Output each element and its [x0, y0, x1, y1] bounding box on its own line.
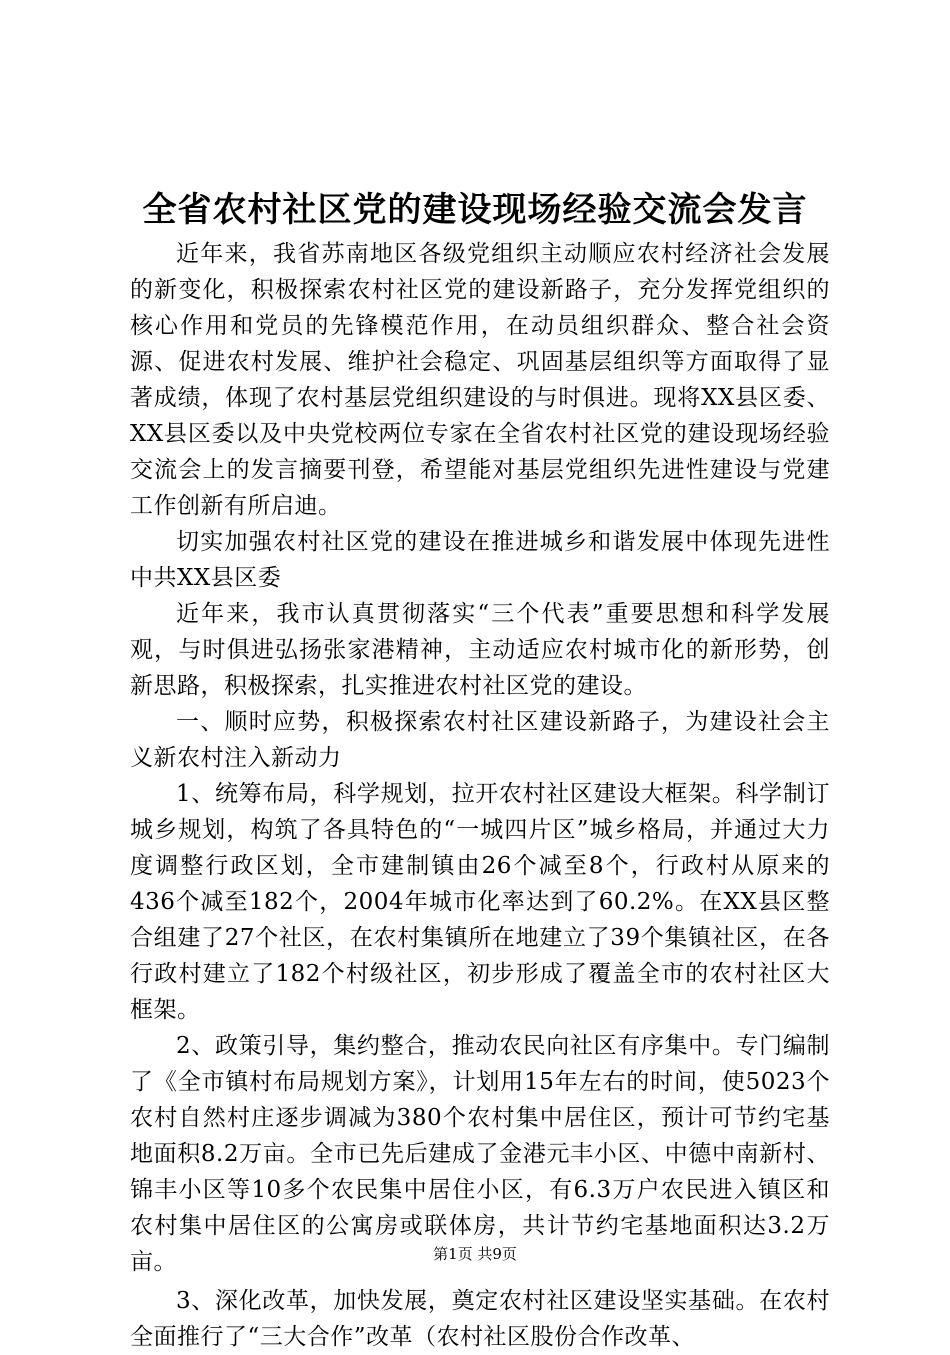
paragraph-item-1: 1、统筹布局，科学规划，拉开农村社区建设大框架。科学制订城乡规划，构筑了各具特色的“一城四片区”城乡格局，并通过大力度调整行政区划，全市建制镇由26个减至8个，行政村从原来的436个减至182个，2004年城市化率达到了60.2%。在XX县区整合组建了27个社区，在农村集镇所在地建立了39个集镇社区，在各行政村建立了182个村级社区，初步形成了覆盖全市的农村社区大框架。 — [130, 781, 830, 1023]
paragraph-overview: 近年来，我市认真贯彻落实“三个代表”重要思想和科学发展观，与时俱进弘扬张家港精神，主动适应农村城市化的新形势，创新思路，积极探索，扎实推进农村社区党的建设。 — [130, 601, 830, 699]
paragraph-heading: 切实加强农村社区党的建设在推进城乡和谐发展中体现先进性中共XX县区委 — [130, 529, 830, 591]
paragraph-item-2: 2、政策引导，集约整合，推动农民向社区有序集中。专门编制了《全市镇村布局规划方案》，计划用15年左右的时间，使5023个农村自然村庄逐步调减为380个农村集中居住区，预计可节约宅基地面积8.2万亩。全市已先后建成了金港元丰小区、中德中南新村、锦丰小区等10多个农民集中居住小区，有6.3万户农民进入镇区和农村集中居住区的公寓房或联体房，共计节约宅基地面积达3.2万亩。 — [130, 1033, 830, 1275]
page-footer: 第1页 共9页 — [433, 1245, 517, 1263]
paragraph-section-1: 一、顺时应势，积极探索农村社区建设新路子，为建设社会主义新农村注入新动力 — [130, 709, 830, 771]
document-body — [130, 236, 830, 1355]
paragraph-item-3: 3、深化改革，加快发展，奠定农村社区建设坚实基础。在农村全面推行了“三大合作”改革（农村社区股份合作改革、 — [130, 1288, 830, 1350]
document-title: 全省农村社区党的建设现场经验交流会发言 — [142, 190, 808, 230]
paragraph-intro: 近年来，我省苏南地区各级党组织主动顺应农村经济社会发展的新变化，积极探索农村社区党的建设新路子，充分发挥党组织的核心作用和党员的先锋模范作用，在动员组织群众、整合社会资源、促进农村发展、维护社会稳定、巩固基层组织等方面取得了显著成绩，体现了农村基层党组织建设的与时俱进。现将XX县区委、XX县区委以及中央党校两位专家在全省农村社区党的建设现场经验交流会上的发言摘要刊登，希望能对基层党组织先进性建设与党建工作创新有所启迪。 — [130, 241, 830, 519]
